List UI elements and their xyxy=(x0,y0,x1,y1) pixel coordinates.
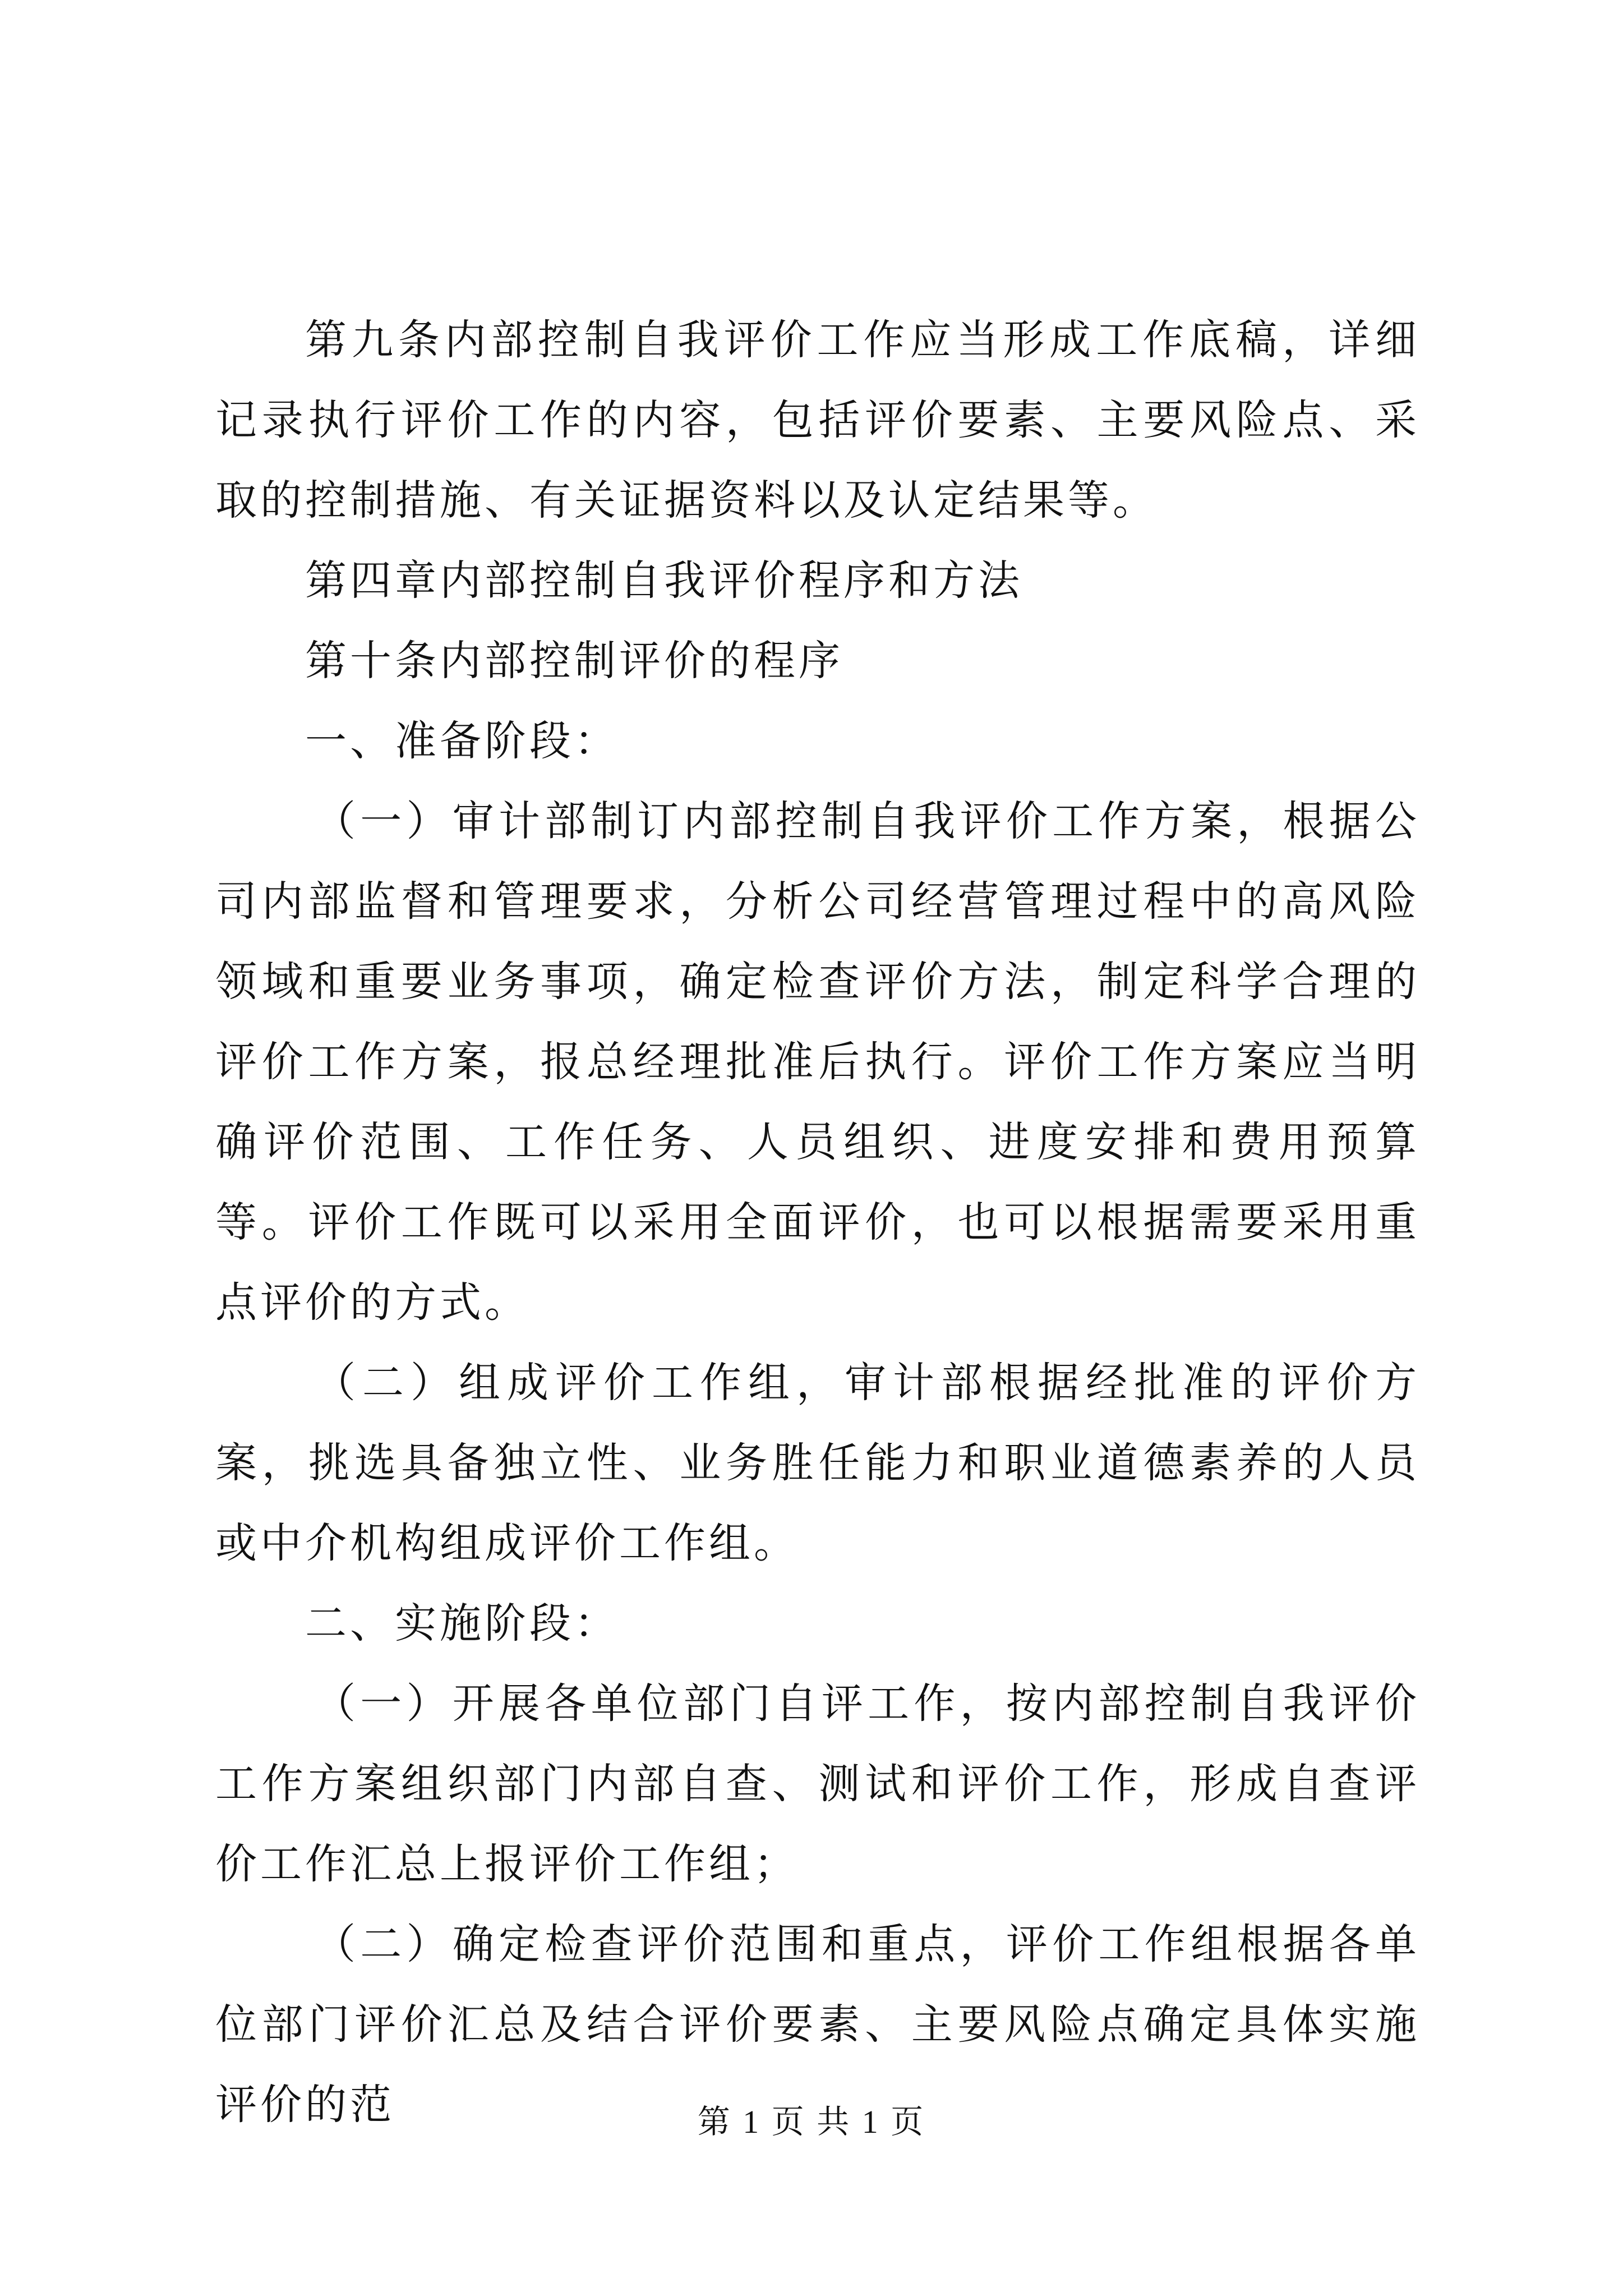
stage-2-heading: 二、实施阶段： xyxy=(305,1599,619,1648)
stage-2-item-1-paragraph: （一）开展各单位部门自评工作，按内部控制自我评价工作方案组织部门内部自查、测试和评价工作，形成自查评价工作汇总上报评价工作组； xyxy=(215,1680,1420,1888)
stage-1-item-1-paragraph: （一）审计部制订内部控制自我评价工作方案，根据公司内部监督和管理要求，分析公司经营管理过程中的高风险领域和重要业务事项，确定检查评价方法，制定科学合理的评价工作方案，报总经理批准后执行。评价工作方案应当明确评价范围、工作任务、人员组织、进度安排和费用预算等。评价工作既可以采用全面评价，也可以根据需要采用重点评价的方式。 xyxy=(215,797,1420,1327)
stage-2-item-2-paragraph: （二）确定检查评价范围和重点，评价工作组根据各单位部门评价汇总及结合评价要素、主要风险点确定具体实施评价的范 xyxy=(215,1920,1420,2129)
article-9-paragraph: 第九条内部控制自我评价工作应当形成工作底稿，详细记录执行评价工作的内容，包括评价要素、主要风险点、采取的控制措施、有关证据资料以及认定结果等。 xyxy=(215,316,1420,524)
article-10-heading: 第十条内部控制评价的程序 xyxy=(305,637,843,685)
page-footer: 第 1 页 共 1 页 xyxy=(697,2104,926,2140)
chapter-4-heading: 第四章内部控制自我评价程序和方法 xyxy=(305,556,1023,605)
stage-1-item-2-paragraph: （二）组成评价工作组，审计部根据经批准的评价方案，挑选具备独立性、业务胜任能力和职业道德素养的人员或中介机构组成评价工作组。 xyxy=(215,1359,1420,1567)
document-body xyxy=(215,300,1420,2145)
stage-1-heading: 一、准备阶段： xyxy=(305,717,619,765)
